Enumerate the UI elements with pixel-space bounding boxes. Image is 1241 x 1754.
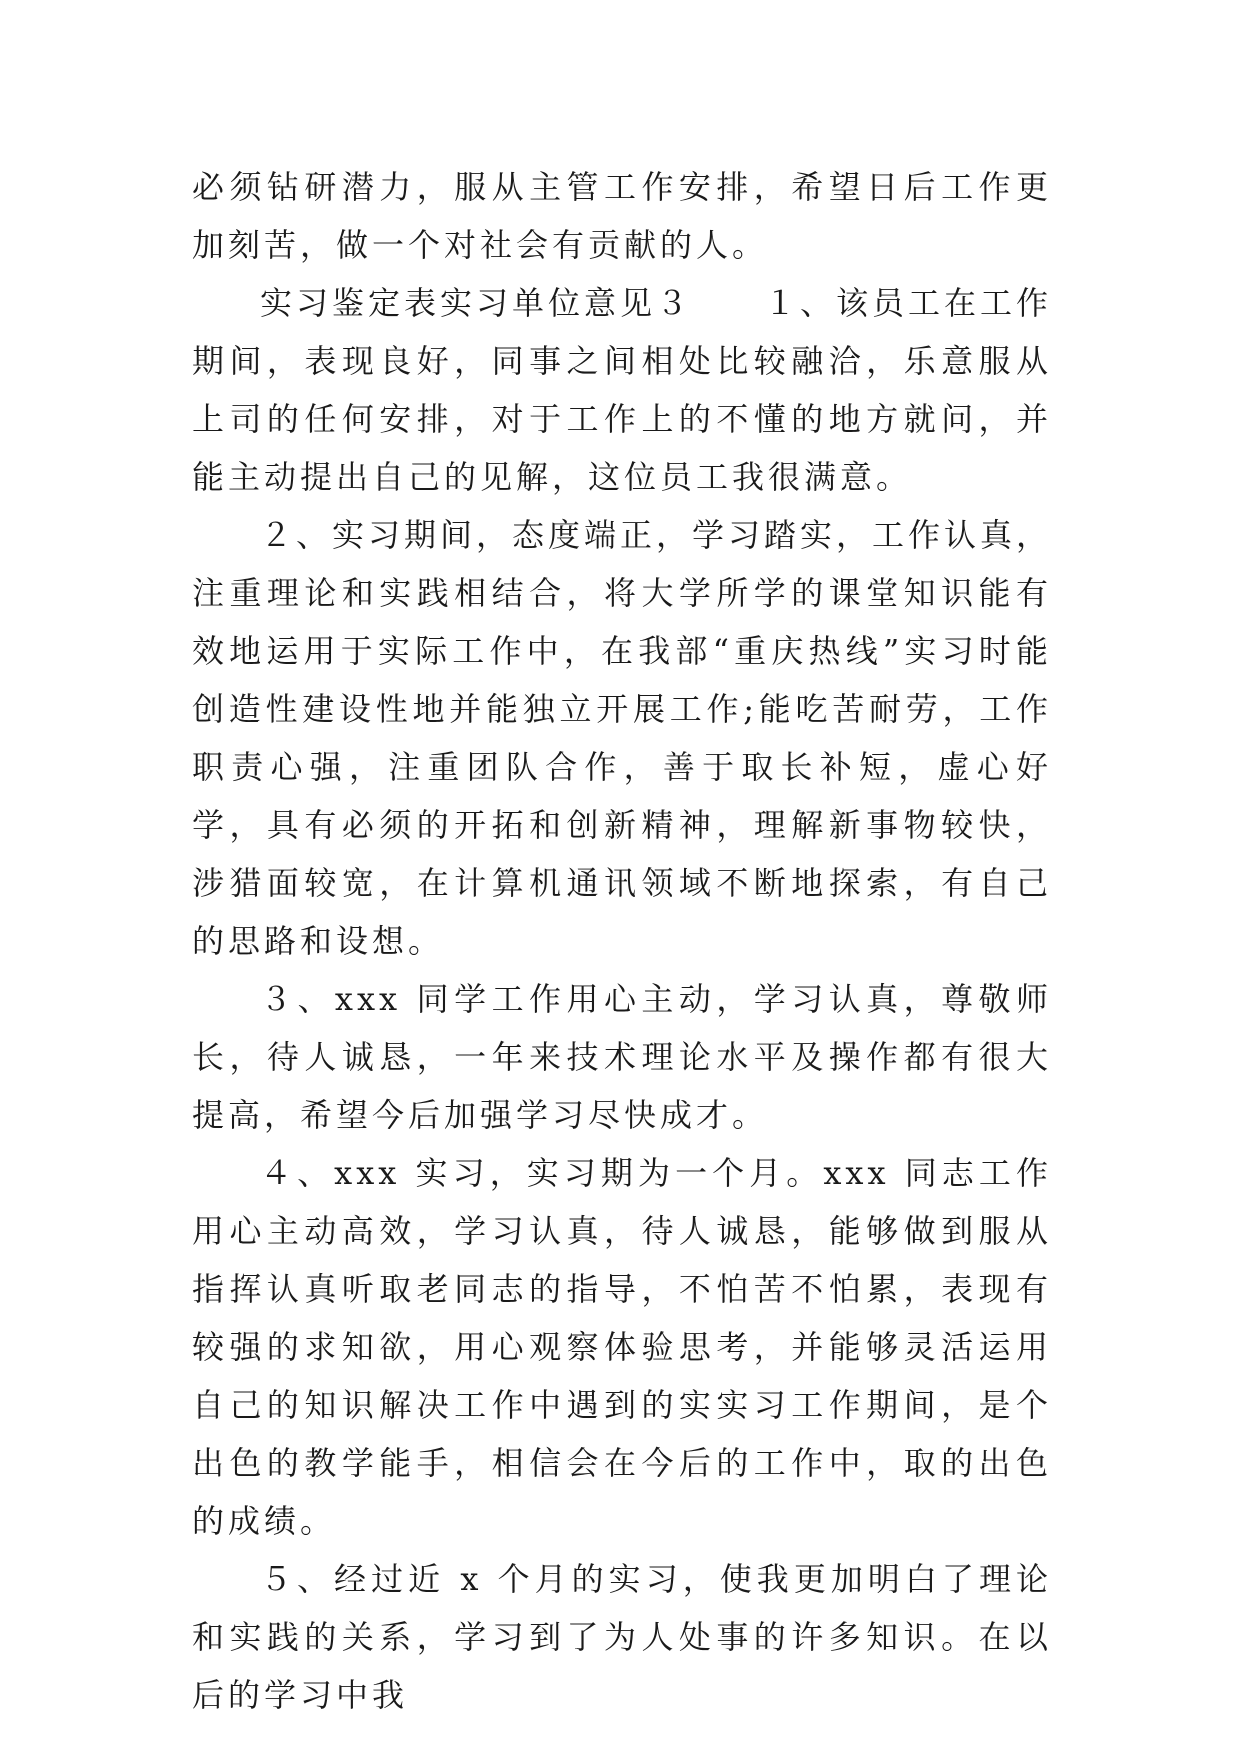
paragraph-opinion-5: ５、经过近 x 个月的实习，使我更加明白了理论和实践的关系，学习到了为人处事的许多知识。在以后的学习中我 (192, 1560, 1052, 1714)
paragraph-continuation: 必须钻研潜力，服从主管工作安排，希望日后工作更加刻苦，做一个对社会有贡献的人。 (192, 168, 1052, 264)
paragraph-opinion-3: ３、xxx 同学工作用心主动，学习认真，尊敬师长，待人诚恳，一年来技术理论水平及操作都有很大提高，希望今后加强学习尽快成才。 (192, 980, 1052, 1134)
document-body (192, 158, 1052, 1724)
paragraph-opinion-4: ４、xxx 实习，实习期为一个月。xxx 同志工作用心主动高效，学习认真，待人诚恳，能够做到服从指挥认真听取老同志的指导，不怕苦不怕累，表现有较强的求知欲，用心观察体验思考，并能够灵活运用自己的知识解决工作中遇到的实实习工作期间，是个出色的教学能手，相信会在今后的工作中，取的出色的成绩。 (192, 1154, 1052, 1540)
paragraph-opinion-1: 实习鉴定表实习单位意见３ １、该员工在工作期间，表现良好，同事之间相处比较融洽，乐意服从上司的任何安排，对于工作上的不懂的地方就问，并能主动提出自己的见解，这位员工我很满意。 (192, 284, 1053, 496)
paragraph-opinion-2: ２、实习期间，态度端正，学习踏实，工作认真，注重理论和实践相结合，将大学所学的课堂知识能有效地运用于实际工作中，在我部“重庆热线”实习时能创造性建设性地并能独立开展工作;能吃苦耐劳，工作职责心强，注重团队合作，善于取长补短，虚心好学，具有必须的开拓和创新精神，理解新事物较快，涉猎面较宽，在计算机通讯领域不断地探索，有自己的思路和设想。 (192, 516, 1053, 960)
